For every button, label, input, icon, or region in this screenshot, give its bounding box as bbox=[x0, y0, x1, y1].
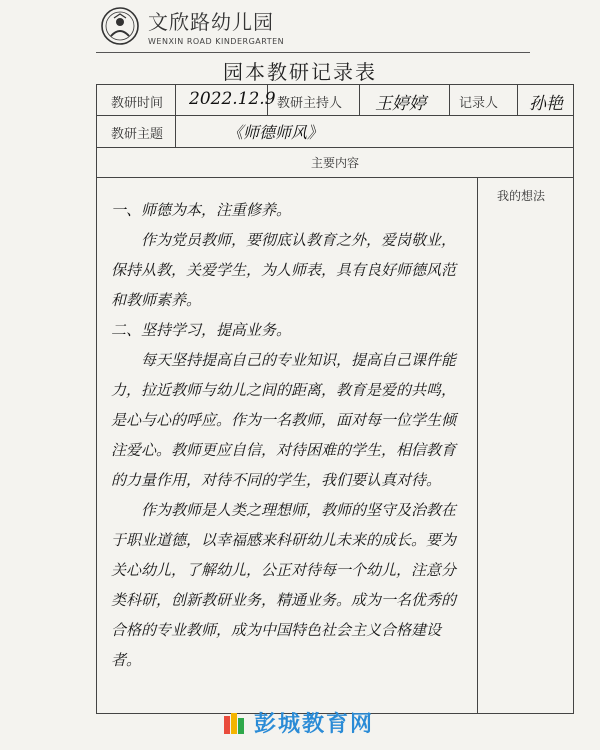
content-section-1-heading: 一、师德为本，注重修养。 bbox=[111, 201, 292, 219]
thoughts-header: 我的想法 bbox=[497, 189, 546, 203]
content-paragraph: 是心与心的呼应。作为一名教师，面对每一位学生倾注爱心。教师更应自信，对待困难的学生，相信教育的力量作用，对待不同的学生，我们要认真对待。 bbox=[111, 411, 457, 489]
main-content bbox=[111, 195, 467, 675]
school-logo-block bbox=[100, 6, 284, 46]
watermark-text: 彭城教育网 bbox=[254, 712, 375, 737]
row-topic bbox=[97, 115, 573, 148]
divider bbox=[517, 85, 518, 115]
topic-value: 《师德师风》 bbox=[227, 123, 324, 142]
recorder-value: 孙艳 bbox=[529, 94, 563, 114]
host-value: 王婷婷 bbox=[375, 94, 426, 114]
watermark bbox=[222, 707, 374, 738]
school-name-en: WENXIN ROAD KINDERGARTEN bbox=[148, 37, 285, 46]
divider bbox=[359, 85, 360, 115]
school-logo-icon bbox=[100, 6, 140, 46]
school-name: 文欣路幼儿园 bbox=[148, 10, 274, 34]
time-value: 2022.12.9 bbox=[189, 89, 276, 109]
recorder-label: 记录人 bbox=[459, 96, 499, 111]
topic-label: 教研主题 bbox=[111, 127, 164, 142]
content-section-2-heading: 二、坚持学习，提高业务。 bbox=[111, 321, 292, 339]
time-label: 教研时间 bbox=[111, 96, 164, 111]
record-form-table bbox=[96, 84, 574, 714]
content-header: 主要内容 bbox=[310, 156, 359, 170]
header-divider bbox=[96, 52, 530, 53]
book-icon bbox=[222, 710, 248, 736]
host-label: 教研主持人 bbox=[277, 96, 343, 111]
content-paragraph: 作为党员教师，要彻底认教育之外，爱岗敬业，保持从教，关爱学生，为人师表，具有良好师德风范和教师素养。 bbox=[111, 231, 457, 309]
document-title: 园本教研记录表 bbox=[223, 60, 377, 84]
content-paragraph: 作为教师是人类之理想师，教师的坚守及治教在于职业道德，以幸福感来科研幼儿未来的成长。要为关心幼儿，了解幼儿，公正对待每一个幼儿，注意分类科研，创新教研业务，精通业务。成为一名优秀的合格的专业教师，成为中国特色社会主义合格建设者。 bbox=[111, 501, 457, 669]
thoughts-divider bbox=[477, 177, 478, 713]
divider bbox=[175, 85, 176, 147]
divider bbox=[449, 85, 450, 115]
content-paragraph: 每天坚持提高自己的专业知识，提高自己课件能力，拉近教师与幼儿之间的距离，教育是爱的共鸣， bbox=[111, 351, 457, 399]
